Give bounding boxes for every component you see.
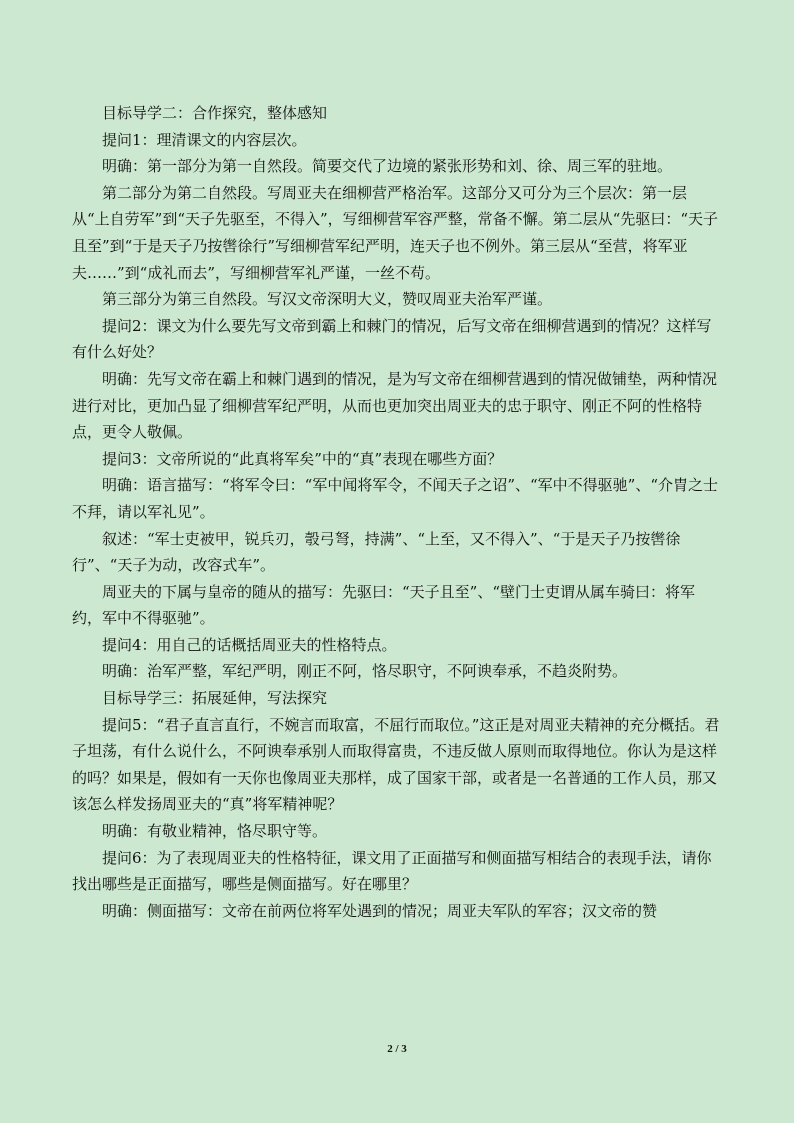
answer-3-language: 明确：语言描写：“将军令曰：“军中闻将军令，不闻天子之诏”、“军中不得驱驰”、“介胄之士不拜，请以军礼见”。 (72, 476, 719, 521)
question-2: 提问2：课文为什么要先写文帝到霸上和棘门的情况，后写文帝在细柳营遇到的情况？这样写有什么好处？ (72, 316, 712, 362)
answer-6: 明确：侧面描写：文帝在前两位将军处遇到的情况；周亚夫军队的军容；汉文帝的赞 (102, 901, 658, 920)
question-4: 提问4：用自己的话概括周亚夫的性格特点。 (102, 635, 397, 654)
page-number: 2 / 3 (387, 1043, 407, 1055)
document-body (72, 100, 722, 924)
answer-2: 明确：先写文帝在霸上和棘门遇到的情况，是为写文帝在细柳营遇到的情况做铺垫，两种情况进行对比，更加凸显了细柳营军纪严明，从而也更加突出周亚夫的忠于职守、刚正不阿的性格特点，更令人敬佩。 (72, 369, 718, 442)
answer-1-part-2: 第二部分为第二自然段。写周亚夫在细柳营严格治军。这部分又可分为三个层次：第一层从“上自劳军”到“天子先驱至，不得入”，写细柳营军容严整，常备不懈。第二层从“先驱曰：“天子且至”到“于是天子乃按辔徐行”写细柳营军纪严明，连天子也不例外。第三层从“至营，将军亚夫……”到“成礼而去”，写细柳营军礼严谨，一丝不苟。 (72, 183, 719, 282)
answer-1-part-3: 第三部分为第三自然段。写汉文帝深明大义，赞叹周亚夫治军严谨。 (102, 290, 553, 309)
question-6: 提问6：为了表现周亚夫的性格特征，课文用了正面描写和侧面描写相结合的表现手法，请你找出哪些是正面描写，哪些是侧面描写。好在哪里？ (72, 848, 712, 894)
answer-3-side-description: 周亚夫的下属与皇帝的随从的描写：先驱曰：“天子且至”、“壁门士吏谓从属车骑曰：将军约，军中不得驱驰”。 (72, 582, 696, 628)
question-1: 提问1：理清课文的内容层次。 (102, 130, 307, 149)
answer-3-narration: 叙述：“军士吏被甲，锐兵刃，彀弓弩，持满”、“上至，又不得入”、“于是天子乃按辔徐行”、“天子为动，改容式车”。 (72, 529, 681, 575)
question-5: 提问5：“君子直言直行，不婉言而取富，不屈行而取位。”这正是对周亚夫精神的充分概括。君子坦荡，有什么说什么，不阿谀奉承别人而取得富贵，不违反做人原则而取得地位。你认为是这样的吗？如果是，假如有一天你也像周亚夫那样，成了国家干部，或者是一名普通的工作人员，那又该怎么样发扬周亚夫的“真”将军精神呢？ (72, 715, 720, 814)
section-heading-goal-3: 目标导学三：拓展延伸，写法探究 (102, 689, 328, 708)
question-3: 提问3：文帝所说的“此真将军矣”中的“真”表现在哪些方面？ (102, 449, 503, 468)
section-heading-goal-2: 目标导学二：合作探究，整体感知 (102, 104, 328, 122)
answer-5: 明确：有敬业精神，恪尽职守等。 (102, 822, 328, 841)
answer-1-part-1: 明确：第一部分为第一自然段。简要交代了边境的紧张形势和刘、徐、周三军的驻地。 (102, 157, 673, 176)
answer-4: 明确：治军严整，军纪严明，刚正不阿，恪尽职守，不阿谀奉承，不趋炎附势。 (102, 662, 628, 681)
